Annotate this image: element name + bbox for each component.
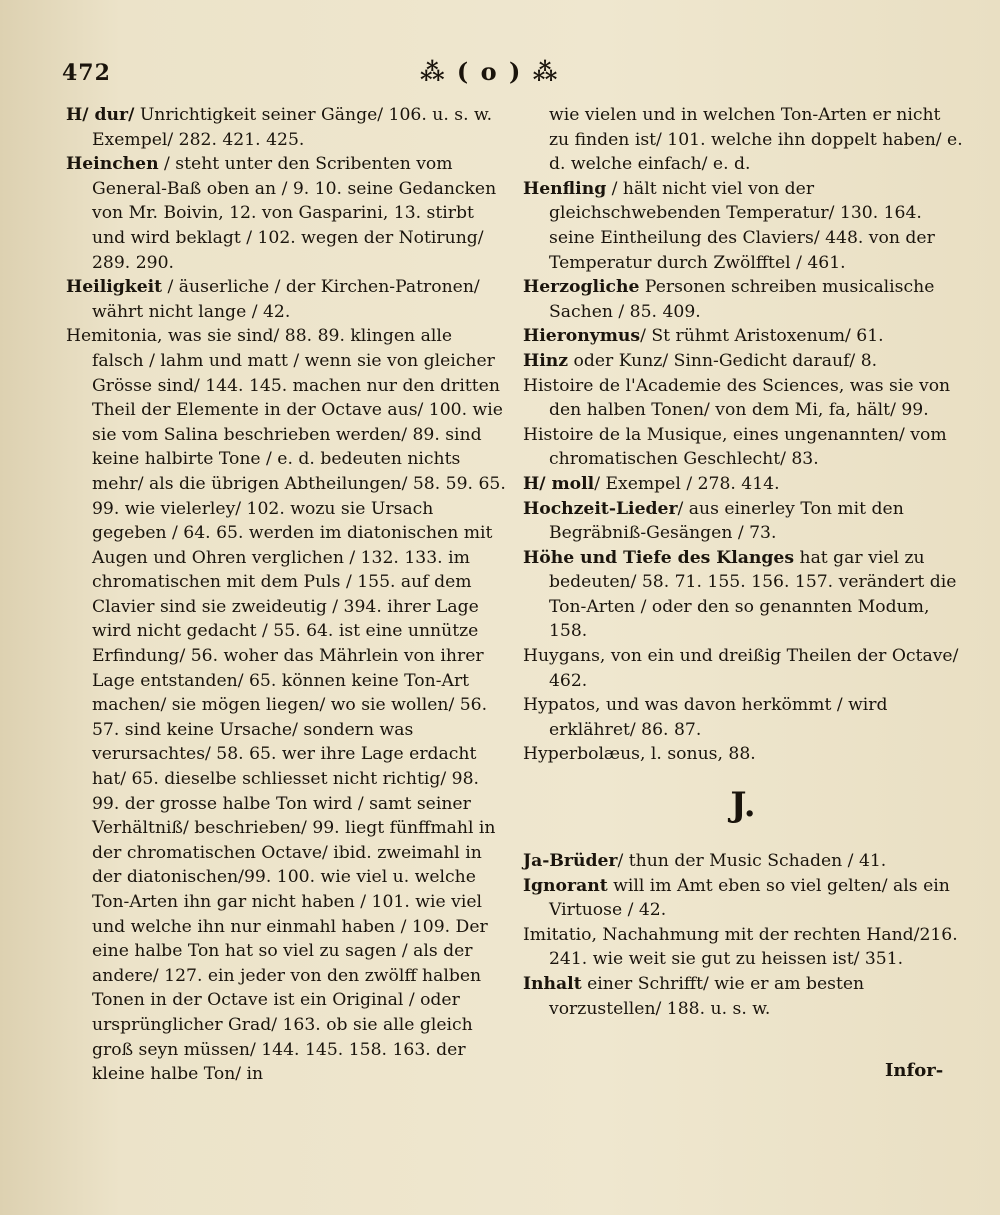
entry-term: Hemitonia (66, 326, 158, 347)
entry-term: Hieronymus (523, 326, 641, 347)
entry-text: / thun der Music Schaden / 41. (617, 851, 887, 872)
entry-text: / hält nicht viel von der gleichschwebenden Temperatur/ 130. 164. seine Eintheilung des Claviers/ 448. von der Temperatur durch Zwölfftel / 461. (549, 178, 935, 273)
index-entry (523, 693, 963, 742)
entry-text: , Nachahmung mit der rechten Hand/216. 241. wie weit sie gut zu heissen ist/ 351. (549, 924, 958, 970)
header-ornament: ⁂ ( o ) ⁂ (420, 57, 560, 86)
index-entry (523, 849, 963, 874)
entry-term: Inhalt (523, 974, 582, 994)
entry-term: Histoire de la Musique (523, 424, 722, 445)
entry-term: Henfling (523, 178, 607, 199)
index-entry (523, 497, 963, 546)
index-entry (523, 374, 963, 423)
entry-term: Herzogliche (523, 277, 640, 298)
entry-term: Ignorant (523, 875, 608, 896)
page-number: 472 (62, 60, 111, 86)
index-entry (523, 644, 963, 693)
entry-text: Unrichtigkeit seiner Gänge/ 106. u. s. w. Exempel/ 282. 421. 425. (92, 105, 493, 150)
entry-text: will im Amt eben so viel gelten/ als ein Virtuose / 42. (549, 875, 950, 921)
entry-term: Huygans (523, 646, 600, 667)
entry-term: Heiligkeit (66, 277, 163, 298)
entry-term: Heinchen (66, 154, 159, 175)
index-entry (66, 152, 506, 275)
index-entry (523, 349, 963, 374)
left-column (66, 103, 506, 1087)
index-entry (523, 324, 963, 349)
entry-text: / aus einerley Ton mit den Begräbniß-Gesängen / 73. (549, 498, 904, 544)
catchword: Infor- (885, 1060, 944, 1081)
index-entry (523, 472, 963, 497)
entry-term: Hypatos (523, 695, 596, 716)
entry-text: / Exempel / 278. 414. (594, 473, 780, 494)
index-entry (66, 103, 506, 152)
entry-term: Hyperbolæus (523, 744, 640, 765)
entry-text: , was sie sind/ 88. 89. klingen alle falsch / lahm und matt / wenn sie von gleicher Grösse sind/ 144. 145. machen nur den dritten Theil der Elemente in der Octave aus/ 100. wie sie vom Salina beschrieben werden/ 89. sind keine halbirte Tone / e. d. bedeuten nichts mehr/ als die übrigen Abtheilungen/ 58. 59. 65. 99. wie vielerley/ 102. wozu sie Ursach gegeben / 64. 65. werden im diatonischen mit Augen und Ohren verglichen / 132. 133. im chromatischen mit dem Puls / 155. auf dem Clavier sind sie zweideutig / 394. ihrer Lage wird nicht gedacht / 55. 64. ist eine unnütze Erfindung/ 56. woher das Mährlein von ihrer Lage entstanden/ 65. können keine Ton-Art machen/ sie mögen liegen/ wo sie wollen/ 56. 57. sind keine Ursache/ sondern was verursachtes/ 58. 65. wer ihre Lage erdacht hat/ 65. dieselbe schliesset nicht richtig/ 98. 99. der grosse halbe Ton wird / samt seiner Verhältniß/ beschrieben/ 99. liegt fünffmahl in der chromatischen Octave/ ibid. zweimahl in der diatonischen/99. 100. wie viel u. welche Ton-Arten ihn gar nicht haben / 101. wie viel und welche ihn nur einmahl haben / 109. Der eine halbe Ton hat so viel zu sagen / als der andere/ 127. ein jeder von den zwölff halben Tonen in der Octave ist ein Original / oder ursprünglicher Grad/ 163. ob sie alle gleich groß seyn müssen/ 144. 145. 158. 163. der kleine halbe Ton/ in (92, 326, 506, 1085)
index-entry (66, 275, 506, 324)
index-entry (523, 742, 963, 767)
entry-text: , eines ungenannten/ vom chromatischen Geschlecht/ 83. (549, 424, 947, 470)
entry-text: oder Kunz/ Sinn-Gedicht darauf/ 8. (568, 350, 878, 371)
entry-text: / steht unter den Scribenten vom General-Baß oben an / 9. 10. seine Gedancken von Mr. Boivin, 12. von Gasparini, 13. stirbt und wird beklagt / 102. wegen der Notirung/ 289. 290. (92, 154, 497, 273)
index-entry (523, 275, 963, 324)
index-entry (523, 874, 963, 923)
entry-text: hat gar viel zu bedeuten/ 58. 71. 155. 156. 157. verändert die Ton-Arten / oder den so genannten Modum, 158. (549, 547, 957, 642)
entry-text: , von ein und dreißig Theilen der Octave/ 462. (549, 646, 959, 691)
index-entry (523, 923, 963, 972)
entry-text: , und was davon herkömmt / wird erklähret/ 86. 87. (549, 695, 888, 740)
index-entry (523, 972, 963, 1021)
entry-term: Ja-Brüder (523, 851, 618, 872)
entry-continuation: wie vielen und in welchen Ton-Arten er nicht zu finden ist/ 101. welche ihn doppelt haben/ e. d. welche einfach/ e. d. (549, 105, 963, 175)
index-entry (523, 423, 963, 472)
index-entry (523, 177, 963, 275)
entry-term: Höhe und Tiefe des Klanges (523, 547, 795, 568)
entry-text: einer Schrifft/ wie er am besten vorzustellen/ 188. u. s. w. (549, 974, 865, 1019)
entry-term: H/ dur/ (66, 105, 135, 125)
section-letter: J. (730, 785, 756, 826)
entry-text: / St rühmt Aristoxenum/ 61. (640, 326, 884, 347)
entry-term: Histoire de l'Academie des Sciences (523, 375, 839, 396)
entry-term: Hochzeit-Lieder (523, 498, 678, 519)
entry-term: Imitatio (523, 924, 592, 945)
index-entry (523, 546, 963, 644)
entry-term: H/ moll (523, 473, 595, 494)
entry-text: , l. sonus, 88. (639, 744, 756, 765)
entry-term: Hinz (523, 350, 569, 371)
entry-text: Personen schreiben musicalische Sachen / 85. 409. (549, 277, 935, 322)
right-column (523, 103, 963, 1021)
index-entry (66, 324, 506, 1086)
entry-text: / äuserliche / der Kirchen-Patronen/ währt nicht lange / 42. (92, 277, 480, 322)
entry-text: , was sie von den halben Tonen/ von dem Mi, fa, hält/ 99. (549, 375, 951, 421)
